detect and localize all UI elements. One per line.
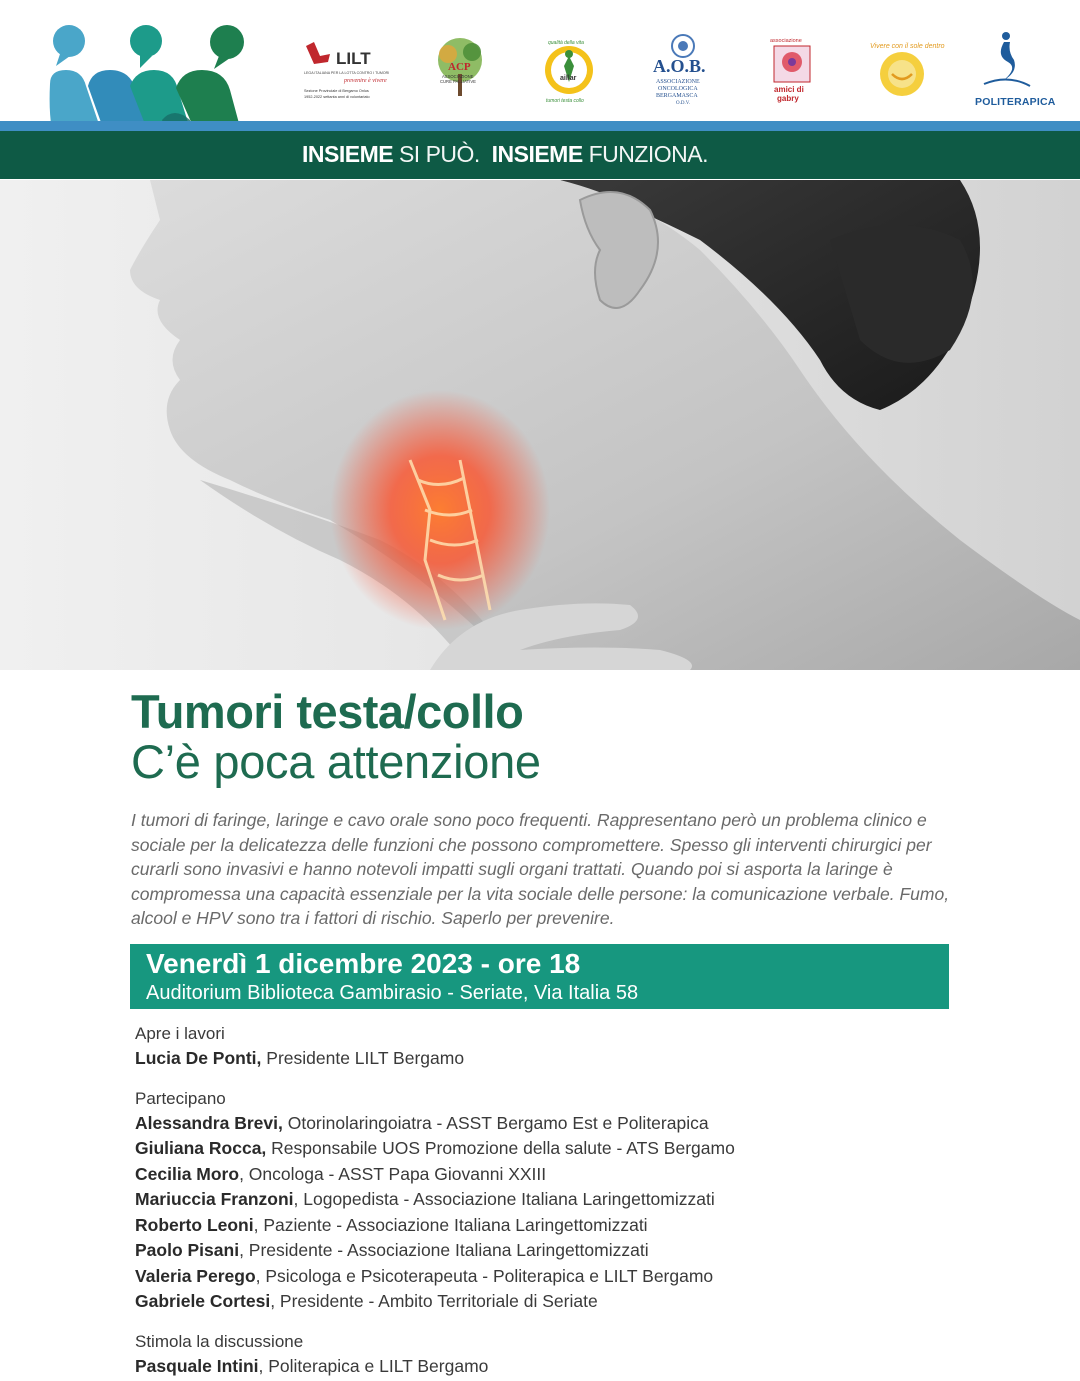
amici-di-gabry-logo bbox=[768, 34, 816, 110]
vivere-con-il-sole-dentro-logo bbox=[868, 34, 945, 110]
aillar-logo bbox=[538, 34, 600, 110]
participant-row: Cecilia Moro, Oncologa - ASST Papa Giovanni XXIII bbox=[135, 1163, 547, 1184]
politerapica-label: POLITERAPICA bbox=[975, 96, 1056, 108]
politerapica-logo bbox=[978, 28, 1048, 88]
svg-text:1952-2022 settanta anni di vol: 1952-2022 settanta anni di volontariato bbox=[304, 95, 370, 99]
svg-text:qualità della vita: qualità della vita bbox=[548, 40, 584, 46]
svg-text:ACP: ACP bbox=[448, 61, 471, 73]
svg-text:prevenire è vivere: prevenire è vivere bbox=[344, 78, 387, 84]
event-date: Venerdì 1 dicembre 2023 - ore 18 bbox=[146, 948, 581, 979]
svg-text:ONCOLOGICA: ONCOLOGICA bbox=[658, 86, 698, 92]
lilt-logo bbox=[300, 34, 392, 110]
participant-row: Mariuccia Franzoni, Logopedista - Associazione Italiana Laringettomizzati bbox=[135, 1189, 715, 1209]
svg-text:Vivere con il sole dentro: Vivere con il sole dentro bbox=[870, 43, 945, 50]
svg-text:ASSOCIAZIONE: ASSOCIAZIONE bbox=[442, 74, 474, 79]
acp-logo bbox=[428, 34, 492, 110]
svg-text:gabry: gabry bbox=[777, 94, 799, 103]
svg-text:CURE PALLIATIVE: CURE PALLIATIVE bbox=[440, 79, 476, 84]
svg-text:amici di: amici di bbox=[774, 85, 804, 94]
participant-row: Alessandra Brevi, Otorinolaringoiatra - ASST Bergamo Est e Politerapica bbox=[135, 1112, 709, 1133]
svg-text:ASSOCIAZIONE: ASSOCIAZIONE bbox=[656, 79, 700, 85]
program bbox=[135, 1021, 1035, 1379]
hero-image bbox=[0, 180, 1080, 670]
neck-throat-illustration-icon bbox=[0, 180, 1080, 670]
slogan: INSIEME SI PUÒ. INSIEME FUNZIONA. bbox=[302, 141, 709, 167]
blue-stripe bbox=[0, 121, 1080, 131]
header bbox=[0, 0, 1080, 180]
svg-text:O.D.V.: O.D.V. bbox=[676, 101, 690, 106]
event-subtitle: C’è poca attenzione bbox=[131, 735, 541, 788]
participant-row: Valeria Perego, Psicologa e Psicoterapeuta - Politerapica e LILT Bergamo bbox=[135, 1265, 714, 1286]
event-intro: I tumori di faringe, laringe e cavo orale sono poco frequenti. Rappresentano però un problema clinico e sociale per la delicatezza delle funzioni che possono compromettere. Spesso gli interventi chirurgici per curarli sono invasivi e hanno notevoli impatti sugli organi trattati. Quando poi si asporta la laringe è compromessa una capacità essenziale per la vita sociale delle persone: la comunicazione verbale. Fumo, alcool e HPV sono tra i fattori di rischio. Saperlo per prevenire. bbox=[131, 810, 950, 928]
svg-text:tumori testa collo: tumori testa collo bbox=[546, 98, 584, 104]
svg-text:LEGA ITALIANA PER LA LOTTA CON: LEGA ITALIANA PER LA LOTTA CONTRO I TUMORI bbox=[304, 71, 390, 75]
moderator-speaker: Pasquale Intini, Politerapica e LILT Bergamo bbox=[135, 1355, 489, 1376]
svg-text:Sezione Provinciale di Bergamo: Sezione Provinciale di Bergamo Onlus bbox=[304, 89, 369, 93]
date-banner bbox=[130, 944, 949, 1009]
svg-text:associazione: associazione bbox=[770, 38, 802, 44]
participant-row: Giuliana Rocca, Responsabile UOS Promozione della salute - ATS Bergamo bbox=[135, 1138, 735, 1158]
participant-row: Paolo Pisani, Presidente - Associazione Italiana Laringettomizzati bbox=[135, 1240, 649, 1260]
participant-row: Roberto Leoni, Paziente - Associazione Italiana Laringettomizzati bbox=[135, 1214, 648, 1235]
participant-row: Gabriele Cortesi, Presidente - Ambito Territoriale di Seriate bbox=[135, 1291, 598, 1311]
opening-label: Apre i lavori bbox=[135, 1024, 225, 1043]
opening-speaker: Lucia De Ponti, Presidente LILT Bergamo bbox=[135, 1048, 465, 1068]
svg-text:A.O.B.: A.O.B. bbox=[653, 56, 706, 76]
aob-logo bbox=[648, 34, 718, 110]
event-title: Tumori testa/collo bbox=[131, 685, 524, 738]
participants-label: Partecipano bbox=[135, 1088, 226, 1108]
event-place: Auditorium Biblioteca Gambirasio - Seriate, Via Italia 58 bbox=[146, 982, 639, 1004]
svg-text:BERGAMASCA: BERGAMASCA bbox=[656, 93, 698, 99]
svg-text:LILT: LILT bbox=[336, 49, 371, 68]
svg-text:aillar: aillar bbox=[560, 75, 577, 82]
moderator-label: Stimola la discussione bbox=[135, 1331, 304, 1351]
